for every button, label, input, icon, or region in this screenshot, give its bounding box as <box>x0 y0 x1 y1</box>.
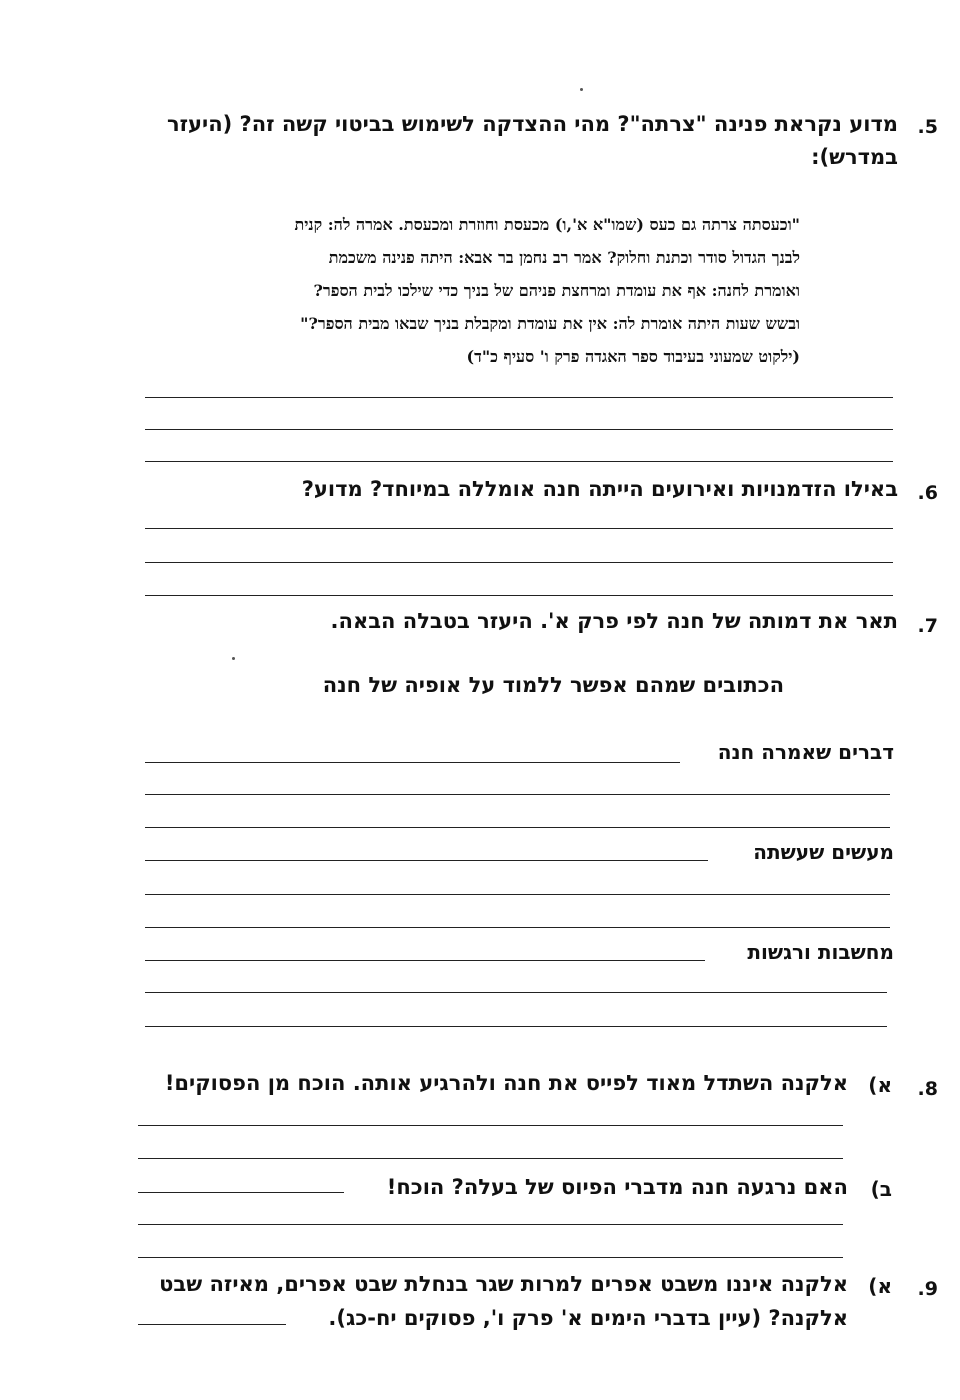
question-number: .6 <box>917 482 938 504</box>
midrash-quote-line: ואומרת לחנה: אף את עומדת ומרחצת פניהם של בניך כדי שילכו לבית הספר? <box>313 281 800 300</box>
question-number: .9 <box>917 1278 938 1300</box>
answer-line[interactable] <box>145 960 705 961</box>
answer-line[interactable] <box>145 461 893 462</box>
answer-line[interactable] <box>138 1224 843 1225</box>
answer-line[interactable] <box>145 595 893 596</box>
question-number: .5 <box>917 116 938 138</box>
answer-line[interactable] <box>145 528 893 529</box>
question-7-text: תאר את דמותה של חנה לפי פרק א'. היעזר בטבלה הבאה. <box>330 609 898 633</box>
answer-line[interactable] <box>138 1257 843 1258</box>
answer-line[interactable] <box>145 794 890 795</box>
question-number: .7 <box>917 615 938 637</box>
midrash-quote-source: (ילקוט שמעוני בעיבוד ספר האגדה פרק ו' סעיף כ"ד) <box>466 347 800 366</box>
answer-line[interactable] <box>145 894 890 895</box>
table-heading: הכתובים שמהם אפשר ללמוד על אופיה של חנה <box>322 673 784 697</box>
category-label-thoughts: מחשבות ורגשות <box>747 940 894 964</box>
midrash-quote-line: לבנך הגדול סודר וכתנת וחלוק? אמר רב נחמן בר אבא: היתה פנינה משכמת <box>328 248 800 267</box>
question-5-text-line1: מדוע נקראת פנינה "צרתה"? מהי ההצדקה לשימוש בביטוי קשה זה? (היעזר <box>166 112 898 136</box>
scan-speck <box>232 657 235 660</box>
answer-line[interactable] <box>138 1125 843 1126</box>
answer-line[interactable] <box>138 1192 344 1193</box>
midrash-quote-line: "וכעסתה צרתה גם כעס (שמו"א א',ו) מכעסת וחוזרת ומכעסת. אמרה לה: קנית <box>294 215 800 234</box>
answer-line[interactable] <box>145 762 680 763</box>
answer-line[interactable] <box>145 397 893 398</box>
sub-question-letter: א) <box>868 1073 892 1097</box>
answer-line[interactable] <box>145 429 893 430</box>
answer-line[interactable] <box>138 1324 286 1325</box>
answer-line[interactable] <box>145 860 708 861</box>
sub-question-letter: א) <box>868 1274 892 1298</box>
answer-line[interactable] <box>138 1158 843 1159</box>
answer-line[interactable] <box>145 992 887 993</box>
midrash-quote-line: ובשש שעות היתה אומרת לה: אין את עומדת ומקבלת בניך שבאו מבית הספר?" <box>300 314 800 333</box>
question-8b-text: האם נרגעה חנה מדברי הפיוס של בעלה? הוכח! <box>386 1175 848 1199</box>
answer-line[interactable] <box>145 1026 887 1027</box>
answer-line[interactable] <box>145 562 893 563</box>
question-number: .8 <box>917 1078 938 1100</box>
answer-line[interactable] <box>145 827 890 828</box>
category-label-deeds: מעשים שעשתה <box>753 840 894 864</box>
question-9a-text-line2: אלקנה? (עיין בדברי הימים א' פרק ו', פסוקים יח-כג). <box>328 1306 848 1330</box>
sub-question-letter: ב) <box>870 1177 892 1201</box>
category-label-words: דברים שאמרה חנה <box>717 740 894 764</box>
question-8a-text: אלקנה השתדל מאוד לפייס את חנה ולהרגיע אותה. הוכח מן הפסוקים! <box>164 1071 848 1095</box>
question-5-text-line2: במדרש): <box>811 145 898 169</box>
answer-line[interactable] <box>145 927 890 928</box>
question-9a-text-line1: אלקנה איננו משבט אפרים למרות שגר בנחלת שבט אפרים, מאיזה שבט <box>159 1272 848 1296</box>
question-6-text: באילו הזדמנויות ואירועים הייתה חנה אומללה במיוחד? מדוע? <box>301 477 898 501</box>
scan-speck <box>580 88 583 91</box>
